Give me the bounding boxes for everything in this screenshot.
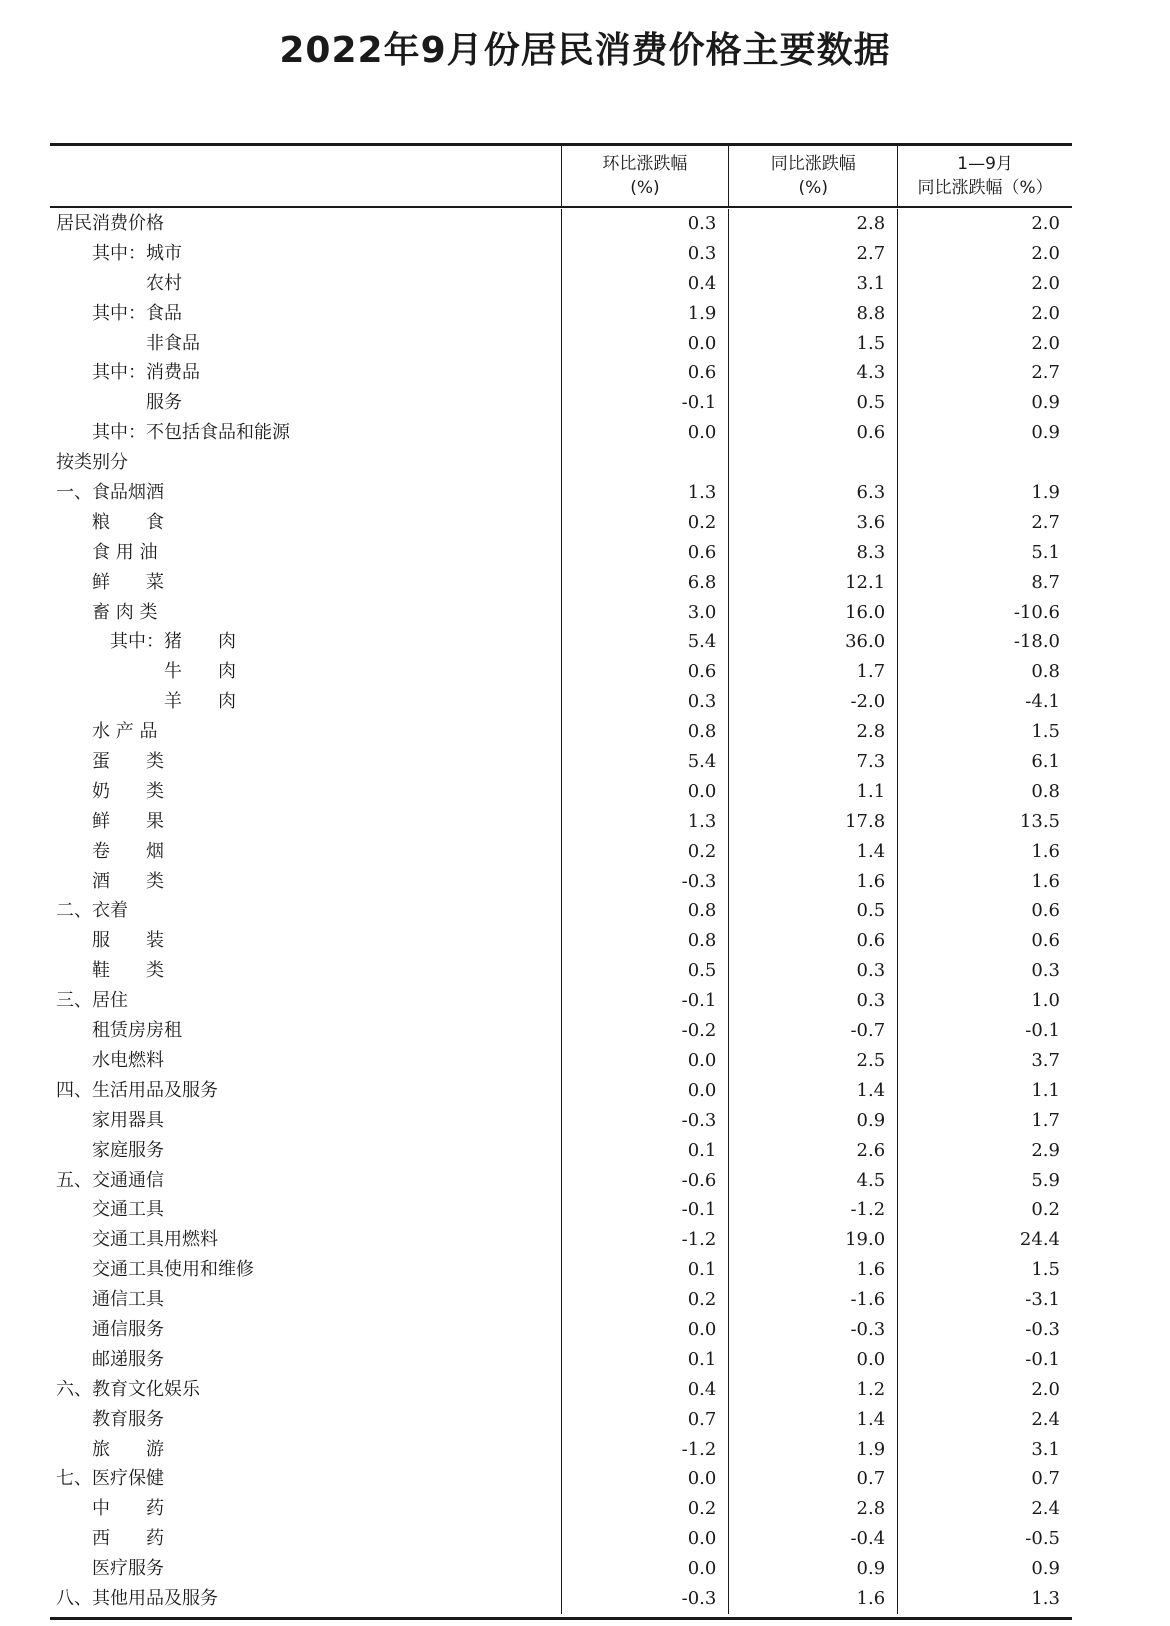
row-value-v1: 0.2 — [687, 1498, 717, 1520]
row-label: 其中：猪 肉 — [110, 631, 236, 653]
row-value-v2: 0.3 — [856, 990, 886, 1012]
row-value-v2: 16.0 — [845, 601, 886, 623]
row-value-v2: 3.1 — [856, 272, 886, 294]
header-blank-cell — [50, 146, 561, 206]
row-label: 鞋 类 — [92, 960, 164, 982]
row-value-v2: 0.6 — [856, 930, 886, 952]
row-value-v2 — [729, 448, 897, 478]
row-value-v2: -0.3 — [850, 1318, 886, 1340]
row-value-v3: -0.1 — [1025, 1020, 1060, 1042]
row-value-v1: 0.6 — [687, 362, 717, 384]
row-label: 非食品 — [146, 332, 200, 354]
row-value-v3: 3.7 — [1031, 1049, 1060, 1071]
row-value-v2: 17.8 — [845, 810, 886, 832]
table-body — [50, 208, 1072, 1617]
row-value-v1: -0.2 — [681, 1020, 717, 1042]
row-value-v2: 4.5 — [856, 1169, 886, 1191]
row-value-v2: 0.6 — [856, 422, 886, 444]
row-value-v3: 0.9 — [1031, 392, 1060, 414]
mom-column — [561, 209, 729, 1614]
label-column — [50, 209, 561, 1614]
row-label: 六、教育文化娱乐 — [56, 1378, 200, 1400]
row-value-v2: 2.5 — [856, 1049, 886, 1071]
row-value-v3: -18.0 — [1013, 631, 1060, 653]
header-ytd-line1: 1—9月 — [957, 154, 1013, 174]
row-value-v3: 0.3 — [1031, 960, 1060, 982]
row-value-v1: 0.0 — [687, 1049, 717, 1071]
row-value-v3: -0.1 — [1025, 1348, 1060, 1370]
row-value-v3: 24.4 — [1019, 1229, 1060, 1251]
header-yoy — [728, 146, 897, 206]
row-label: 牛 肉 — [164, 661, 236, 683]
row-value-v3: -0.5 — [1025, 1528, 1060, 1550]
row-label: 医疗服务 — [92, 1558, 164, 1580]
header-mom-line2: (%) — [630, 178, 660, 198]
row-value-v2: 0.5 — [856, 900, 886, 922]
row-value-v3: 0.9 — [1031, 422, 1060, 444]
row-value-v2: 1.2 — [856, 1378, 886, 1400]
row-label: 交通工具 — [92, 1199, 164, 1221]
header-ytd — [897, 146, 1072, 206]
row-value-v2: 1.6 — [856, 870, 886, 892]
row-value-v1: 0.2 — [687, 840, 717, 862]
header-yoy-line2: (%) — [798, 178, 828, 198]
row-value-v1: -0.6 — [681, 1169, 717, 1191]
row-value-v1: 0.0 — [687, 1079, 717, 1101]
row-label: 畜 肉 类 — [92, 601, 158, 623]
row-value-v2: -1.6 — [850, 1289, 886, 1311]
row-value-v2: 2.8 — [856, 721, 886, 743]
row-label: 其中：不包括食品和能源 — [92, 422, 290, 444]
row-value-v1: -0.3 — [681, 1109, 717, 1131]
row-value-v1: -0.3 — [681, 1587, 717, 1609]
row-value-v3: 2.7 — [1031, 511, 1060, 533]
row-value-v2: 1.1 — [856, 780, 886, 802]
row-value-v1: 0.3 — [687, 213, 717, 234]
row-value-v2: 7.3 — [856, 751, 886, 773]
row-value-v2: 0.0 — [856, 1348, 886, 1370]
row-value-v3: 2.0 — [1031, 242, 1060, 264]
row-value-v1: 5.4 — [687, 631, 717, 653]
row-value-v3: 2.4 — [1031, 1408, 1060, 1430]
row-value-v1: 0.8 — [687, 721, 717, 743]
row-value-v1: 0.1 — [687, 1348, 717, 1370]
row-value-v1: 6.8 — [687, 571, 717, 593]
row-value-v3: 2.0 — [1031, 332, 1060, 354]
row-value-v2: 8.8 — [856, 302, 886, 324]
row-value-v3: 0.2 — [1031, 1199, 1060, 1221]
row-value-v1: 0.0 — [687, 332, 717, 354]
header-mom — [561, 146, 729, 206]
row-label: 蛋 类 — [92, 751, 164, 773]
row-value-v3 — [898, 448, 1072, 478]
row-label: 奶 类 — [92, 780, 164, 802]
row-value-v3: 2.7 — [1031, 362, 1060, 384]
row-value-v3: 0.8 — [1031, 780, 1060, 802]
row-label: 教育服务 — [92, 1408, 164, 1430]
row-value-v1: 0.4 — [687, 1378, 717, 1400]
row-value-v1: 0.0 — [687, 1558, 717, 1580]
row-value-v2: 4.3 — [856, 362, 886, 384]
row-value-v2: 0.5 — [856, 392, 886, 414]
row-value-v1: 1.3 — [687, 810, 717, 832]
row-value-v1: -0.1 — [681, 392, 717, 414]
row-value-v3: 0.9 — [1031, 1558, 1060, 1580]
row-value-v2: -1.2 — [850, 1199, 886, 1221]
table-header — [50, 146, 1072, 208]
row-label: 五、交通通信 — [56, 1169, 164, 1191]
row-label: 四、生活用品及服务 — [56, 1079, 218, 1101]
row-value-v2: 2.8 — [856, 1498, 886, 1520]
row-value-v3: 1.0 — [1031, 990, 1060, 1012]
row-value-v3: -10.6 — [1013, 601, 1060, 623]
row-label: 通信工具 — [92, 1289, 164, 1311]
row-value-v1: -0.3 — [681, 870, 717, 892]
row-value-v2: 36.0 — [845, 631, 886, 653]
row-value-v3: 1.5 — [1031, 1259, 1060, 1281]
row-value-v2: 12.1 — [845, 571, 886, 593]
row-label: 卷 烟 — [92, 840, 164, 862]
row-value-v1: 0.8 — [687, 930, 717, 952]
row-label: 中 药 — [92, 1498, 164, 1520]
row-value-v2: 1.4 — [856, 1408, 886, 1430]
row-value-v2: 2.7 — [856, 242, 886, 264]
row-value-v3: 2.4 — [1031, 1498, 1060, 1520]
row-value-v1: 0.4 — [687, 272, 717, 294]
row-value-v3: 3.1 — [1031, 1438, 1060, 1460]
row-value-v1: -1.2 — [681, 1438, 717, 1460]
row-label: 按类别分 — [56, 452, 128, 474]
row-value-v2: 1.4 — [856, 840, 886, 862]
row-label: 服 装 — [92, 930, 164, 952]
row-value-v3: 0.6 — [1031, 930, 1060, 952]
row-label: 其中：食品 — [92, 302, 182, 324]
row-value-v1: 0.2 — [687, 511, 717, 533]
row-value-v1: 0.0 — [687, 1318, 717, 1340]
ytd-column — [897, 209, 1072, 1614]
row-value-v3: 1.5 — [1031, 721, 1060, 743]
row-value-v2: 1.5 — [856, 332, 886, 354]
row-value-v1: 5.4 — [687, 751, 717, 773]
row-value-v2: 19.0 — [845, 1229, 886, 1251]
row-value-v1: 3.0 — [687, 601, 717, 623]
row-value-v3: 0.8 — [1031, 661, 1060, 683]
row-value-v3: -3.1 — [1025, 1289, 1060, 1311]
row-value-v2: 1.9 — [856, 1438, 886, 1460]
row-label: 交通工具使用和维修 — [92, 1259, 254, 1281]
row-label: 服务 — [146, 392, 182, 414]
row-value-v1: 0.8 — [687, 900, 717, 922]
row-value-v3: -4.1 — [1025, 691, 1060, 713]
row-label: 七、医疗保健 — [56, 1468, 164, 1490]
row-value-v1: -0.1 — [681, 990, 717, 1012]
row-value-v3: 1.3 — [1031, 1587, 1060, 1609]
row-value-v2: 0.3 — [856, 960, 886, 982]
row-value-v3: 5.1 — [1031, 541, 1060, 563]
row-value-v2: 2.6 — [856, 1139, 886, 1161]
row-value-v3: 1.7 — [1031, 1109, 1060, 1131]
row-value-v2: -0.4 — [850, 1528, 886, 1550]
row-value-v2: 1.6 — [856, 1587, 886, 1609]
page-title: 2022年9月份居民消费价格主要数据 — [279, 30, 891, 71]
row-label: 八、其他用品及服务 — [56, 1587, 218, 1609]
row-value-v1: -1.2 — [681, 1229, 717, 1251]
row-value-v2: 0.9 — [856, 1109, 886, 1131]
row-label: 酒 类 — [92, 870, 164, 892]
row-value-v3: 5.9 — [1031, 1169, 1060, 1191]
row-label: 邮递服务 — [92, 1348, 164, 1370]
row-label: 鲜 菜 — [92, 571, 164, 593]
row-value-v1: 0.5 — [687, 960, 717, 982]
row-value-v1: 0.0 — [687, 780, 717, 802]
row-value-v2: 8.3 — [856, 541, 886, 563]
cpi-table — [50, 143, 1072, 1620]
row-value-v3: 0.7 — [1031, 1468, 1060, 1490]
row-label: 农村 — [146, 272, 182, 294]
row-value-v1: 1.3 — [687, 482, 717, 504]
row-value-v2: 1.6 — [856, 1259, 886, 1281]
row-value-v2: -0.7 — [850, 1020, 886, 1042]
row-label: 羊 肉 — [164, 691, 236, 713]
row-label: 粮 食 — [92, 511, 164, 533]
row-value-v1: 0.1 — [687, 1139, 717, 1161]
row-value-v2: 2.8 — [856, 213, 886, 234]
row-value-v3: 0.6 — [1031, 900, 1060, 922]
header-yoy-line1: 同比涨跌幅 — [770, 154, 856, 174]
row-label: 其中：城市 — [92, 242, 182, 264]
header-mom-line1: 环比涨跌幅 — [602, 154, 688, 174]
row-label: 二、衣着 — [56, 900, 128, 922]
row-value-v2: 0.9 — [856, 1558, 886, 1580]
row-value-v2: -2.0 — [850, 691, 886, 713]
row-label: 水电燃料 — [92, 1049, 164, 1071]
row-value-v3: 6.1 — [1031, 751, 1060, 773]
row-value-v2: 6.3 — [856, 482, 886, 504]
row-value-v3: 8.7 — [1031, 571, 1060, 593]
row-label: 三、居住 — [56, 990, 128, 1012]
row-value-v3: 2.0 — [1031, 1378, 1060, 1400]
row-value-v2: 3.6 — [856, 511, 886, 533]
row-value-v1: 1.9 — [687, 302, 717, 324]
row-label: 水 产 品 — [92, 721, 158, 743]
row-label: 交通工具用燃料 — [92, 1229, 218, 1251]
row-value-v2: 0.7 — [856, 1468, 886, 1490]
row-value-v3: 1.6 — [1031, 870, 1060, 892]
row-value-v1: 0.6 — [687, 541, 717, 563]
row-label: 居民消费价格 — [56, 213, 164, 234]
row-value-v1: -0.1 — [681, 1199, 717, 1221]
row-value-v1: 0.0 — [687, 1468, 717, 1490]
row-value-v3: 2.0 — [1031, 302, 1060, 324]
row-value-v3: 2.9 — [1031, 1139, 1060, 1161]
row-value-v1: 0.1 — [687, 1259, 717, 1281]
row-label: 食 用 油 — [92, 541, 158, 563]
row-value-v1: 0.6 — [687, 661, 717, 683]
row-value-v3: -0.3 — [1025, 1318, 1060, 1340]
row-value-v3: 1.9 — [1031, 482, 1060, 504]
row-label: 租赁房房租 — [92, 1020, 182, 1042]
row-label: 家庭服务 — [92, 1139, 164, 1161]
row-value-v3: 2.0 — [1031, 272, 1060, 294]
row-value-v1: 0.3 — [687, 242, 717, 264]
row-label: 旅 游 — [92, 1438, 164, 1460]
row-value-v1: 0.3 — [687, 691, 717, 713]
row-value-v1: 0.0 — [687, 1528, 717, 1550]
row-value-v2: 1.4 — [856, 1079, 886, 1101]
row-label: 西 药 — [92, 1528, 164, 1550]
row-value-v3: 1.1 — [1031, 1079, 1060, 1101]
header-ytd-line2: 同比涨跌幅（%） — [917, 178, 1053, 198]
row-value-v2: 1.7 — [856, 661, 886, 683]
yoy-column — [728, 209, 897, 1614]
row-value-v1: 0.7 — [687, 1408, 717, 1430]
row-label: 鲜 果 — [92, 810, 164, 832]
row-label: 一、食品烟酒 — [56, 482, 164, 504]
row-value-v1 — [562, 448, 729, 478]
row-value-v1: 0.2 — [687, 1289, 717, 1311]
row-label: 其中：消费品 — [92, 362, 200, 384]
row-value-v1: 0.0 — [687, 422, 717, 444]
row-value-v3: 1.6 — [1031, 840, 1060, 862]
row-value-v3: 13.5 — [1019, 810, 1060, 832]
row-value-v3: 2.0 — [1031, 213, 1060, 234]
row-label: 通信服务 — [92, 1318, 164, 1340]
row-label: 家用器具 — [92, 1109, 164, 1131]
